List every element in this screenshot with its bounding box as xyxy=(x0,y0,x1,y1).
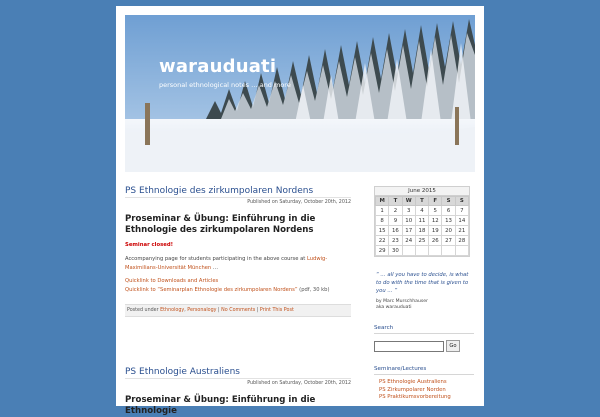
calendar-day: 29 xyxy=(376,246,389,256)
post-date: Published on Saturday, October 20th, 2012 xyxy=(247,200,351,205)
posted-under-label: Posted under xyxy=(127,308,161,313)
calendar-day: 10 xyxy=(402,216,415,226)
post-footer: Posted under Ethnology, Personalogy | No Comments | Print This Post xyxy=(125,304,351,317)
calendar-day: 15 xyxy=(376,226,389,236)
calendar-day: 16 xyxy=(389,226,402,236)
post-text-ellipsis: … xyxy=(211,264,219,271)
calendar-day: 30 xyxy=(389,246,402,256)
calendar-day: 14 xyxy=(455,216,468,226)
calendar-day: 6 xyxy=(442,206,455,216)
calendar-day: 25 xyxy=(415,236,428,246)
winter-forest-image xyxy=(125,15,475,172)
weekday-header: T xyxy=(389,197,402,206)
calendar-day: 21 xyxy=(455,226,468,236)
seminar-link[interactable]: PS Praktikumsvorbereitung xyxy=(379,394,451,400)
weekday-header: S xyxy=(455,197,468,206)
calendar-day: 28 xyxy=(455,236,468,246)
search-input[interactable] xyxy=(374,341,444,352)
calendar-day: 9 xyxy=(389,216,402,226)
calendar-day: 12 xyxy=(429,216,442,226)
quote-author xyxy=(374,299,474,311)
list-item xyxy=(374,387,474,395)
main-content xyxy=(125,186,351,416)
calendar-day xyxy=(429,246,442,256)
post-text-intro: Accompanying page for students participating in the above course at xyxy=(125,256,307,262)
post-date: Published on Saturday, October 20th, 2012 xyxy=(247,381,351,386)
quote-author-name: by Marc Murschhauser xyxy=(376,299,428,304)
calendar-day: 18 xyxy=(415,226,428,236)
calendar-day: 27 xyxy=(442,236,455,246)
calendar-caption: June 2015 xyxy=(375,187,469,196)
header-banner xyxy=(125,15,475,172)
calendar-week-row xyxy=(376,246,469,256)
calendar-day: 5 xyxy=(429,206,442,216)
category-personalogy-link[interactable]: Personalogy xyxy=(187,308,217,313)
calendar-day: 2 xyxy=(389,206,402,216)
post-heading: Proseminar & Übung: Einführung in die Ethnologie des zirkumpolaren Nordens xyxy=(125,214,316,235)
post-title-link[interactable]: PS Ethnologie Australiens xyxy=(125,367,351,379)
post xyxy=(125,367,351,417)
sidebar xyxy=(374,186,474,402)
calendar-widget xyxy=(374,186,470,257)
calendar-day: 8 xyxy=(376,216,389,226)
calendar-weekday-row xyxy=(376,197,469,206)
weekday-header: S xyxy=(442,197,455,206)
calendar-day: 3 xyxy=(402,206,415,216)
calendar-week-row xyxy=(376,236,469,246)
calendar-day: 23 xyxy=(389,236,402,246)
weekday-header: M xyxy=(376,197,389,206)
calendar-day xyxy=(415,246,428,256)
university-link[interactable]: Ludwig-Maximilians-Universität München xyxy=(125,256,328,271)
calendar-day: 13 xyxy=(442,216,455,226)
quicklink-seminarplan[interactable]: Quicklink to “Seminarplan Ethnologie des zirkumpolaren Nordens” xyxy=(125,286,298,293)
list-item xyxy=(374,379,474,387)
quote-text: “ … all you have to decide, is what to do with the time that is given to you … ” xyxy=(376,272,469,294)
file-info: (pdf, 30 kb) xyxy=(297,286,330,293)
calendar-day: 22 xyxy=(376,236,389,246)
calendar-day: 20 xyxy=(442,226,455,236)
print-post-link[interactable]: Print This Post xyxy=(259,308,294,313)
seminare-heading: Seminare/Lectures xyxy=(374,366,474,375)
calendar-week-row xyxy=(376,216,469,226)
calendar-week-row xyxy=(376,226,469,236)
list-item xyxy=(374,394,474,402)
seminar-link[interactable]: PS Ethnologie Australiens xyxy=(379,379,447,385)
post xyxy=(125,186,351,317)
site-description: personal ethnological notes … and more xyxy=(159,81,291,89)
calendar-day: 4 xyxy=(415,206,428,216)
weekday-header: T xyxy=(415,197,428,206)
calendar-day xyxy=(402,246,415,256)
calendar-day: 24 xyxy=(402,236,415,246)
calendar-day xyxy=(442,246,455,256)
post-heading: Proseminar & Übung: Einführung in die Ethnologie xyxy=(125,395,316,416)
post-title-link[interactable]: PS Ethnologie des zirkumpolaren Nordens xyxy=(125,186,351,198)
calendar-day: 26 xyxy=(429,236,442,246)
calendar-day: 7 xyxy=(455,206,468,216)
calendar-day xyxy=(455,246,468,256)
calendar-day: 1 xyxy=(376,206,389,216)
calendar-week-row xyxy=(376,206,469,216)
seminar-link[interactable]: PS Zirkumpolarer Norden xyxy=(379,386,446,393)
calendar-day: 11 xyxy=(415,216,428,226)
site-title[interactable]: warauduati xyxy=(159,56,277,77)
quicklink-downloads[interactable]: Quicklink to Downloads and Articles xyxy=(125,278,219,284)
search-go-button[interactable]: Go xyxy=(446,340,460,352)
seminar-closed-notice: Seminar closed! xyxy=(125,242,174,248)
weekday-header: W xyxy=(402,197,415,206)
search-heading: Search xyxy=(374,325,474,334)
calendar-day: 17 xyxy=(402,226,415,236)
post-text xyxy=(125,255,351,272)
quote-author-alias: aka warauduati xyxy=(376,305,412,310)
calendar-day: 19 xyxy=(429,226,442,236)
category-ethnology-link[interactable]: Ethnology xyxy=(160,308,185,313)
quicklinks xyxy=(125,277,351,294)
seminare-list xyxy=(374,379,474,402)
calendar-table xyxy=(375,187,469,256)
page xyxy=(116,6,484,416)
search-form xyxy=(374,340,474,352)
weekday-header: F xyxy=(429,197,442,206)
comments-link[interactable]: No Comments xyxy=(221,308,256,313)
